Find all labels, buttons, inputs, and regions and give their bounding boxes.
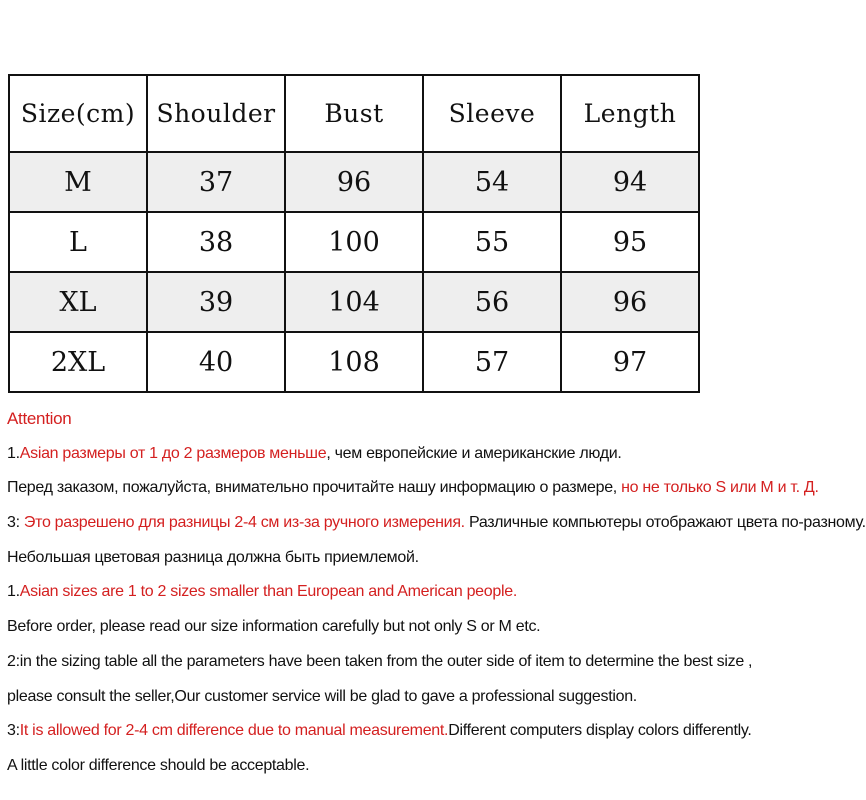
table-row — [9, 152, 699, 212]
table-cell: 39 — [147, 272, 285, 332]
note-text: Различные компьютеры отображают цвета по-разному. — [464, 514, 866, 532]
table-cell: 97 — [561, 332, 699, 392]
note-highlight: Asian sizes are 1 to 2 sizes smaller than European and American people. — [19, 583, 517, 601]
note-text: Небольшая цветовая разница должна быть приемлемой. — [7, 548, 419, 566]
note-highlight: Asian размеры от 1 до 2 размеров меньше — [19, 444, 327, 462]
note-text: 2:in the sizing table all the parameters have been taken from the outer side of item to determine the best size , — [7, 652, 753, 670]
note-text: , чем европейские и американские люди. — [326, 444, 622, 462]
table-cell: 94 — [561, 152, 699, 212]
table-row — [9, 212, 699, 272]
table-cell: 100 — [285, 212, 423, 272]
table-cell: 57 — [423, 332, 561, 392]
note-line-en-6 — [7, 749, 797, 784]
note-line-ru-1 — [7, 437, 797, 472]
note-line-en-5 — [7, 714, 797, 749]
note-line-ru-4 — [7, 541, 797, 576]
table-cell: 96 — [285, 152, 423, 212]
table-cell: 37 — [147, 152, 285, 212]
note-prefix: 3: — [7, 514, 24, 532]
table-cell: 108 — [285, 332, 423, 392]
table-cell: L — [9, 212, 147, 272]
note-line-ru-2 — [7, 471, 819, 506]
table-cell: 2XL — [9, 332, 147, 392]
header-length: Length — [561, 75, 699, 152]
header-size: Size(cm) — [9, 75, 147, 152]
table-cell: 96 — [561, 272, 699, 332]
note-prefix: 3: — [7, 722, 20, 740]
table-header — [9, 75, 699, 152]
table-cell: XL — [9, 272, 147, 332]
table-cell: 104 — [285, 272, 423, 332]
header-bust: Bust — [285, 75, 423, 152]
note-text: Different computers display colors differently. — [448, 722, 752, 740]
table-cell: 38 — [147, 212, 285, 272]
table-cell: M — [9, 152, 147, 212]
table-row — [9, 272, 699, 332]
header-sleeve: Sleeve — [423, 75, 561, 152]
note-line-en-2 — [7, 610, 797, 645]
header-row — [9, 75, 699, 152]
note-line-en-1 — [7, 575, 797, 610]
table-body — [9, 152, 699, 392]
note-line-en-4 — [7, 680, 797, 715]
note-text: Before order, please read our size information carefully but not only S or M etc. — [7, 618, 541, 636]
note-highlight: It is allowed for 2-4 cm difference due to manual measurement. — [19, 722, 449, 740]
attention-heading — [7, 402, 797, 437]
table-row — [9, 332, 699, 392]
table-cell: 40 — [147, 332, 285, 392]
note-text: Перед заказом, пожалуйста, внимательно прочитайте нашу информацию о размере, — [7, 479, 622, 497]
table-cell: 54 — [423, 152, 561, 212]
table-cell: 56 — [423, 272, 561, 332]
note-highlight: но не только S или M и т. Д. — [621, 479, 819, 497]
note-line-en-3 — [7, 645, 797, 680]
note-text: A little color difference should be acceptable. — [7, 756, 310, 774]
size-notes — [7, 402, 866, 784]
size-chart-table — [8, 74, 700, 393]
note-highlight: Это разрешено для разницы 2-4 см из-за ручного измерения. — [23, 514, 465, 532]
note-line-ru-3 — [7, 506, 866, 541]
table-cell: 55 — [423, 212, 561, 272]
table-cell: 95 — [561, 212, 699, 272]
note-prefix: 1. — [7, 444, 20, 462]
attention-label: Attention — [7, 409, 72, 428]
note-prefix: 1. — [7, 583, 20, 601]
header-shoulder: Shoulder — [147, 75, 285, 152]
note-text: please consult the seller,Our customer service will be glad to gave a professional suggestion. — [7, 687, 637, 705]
